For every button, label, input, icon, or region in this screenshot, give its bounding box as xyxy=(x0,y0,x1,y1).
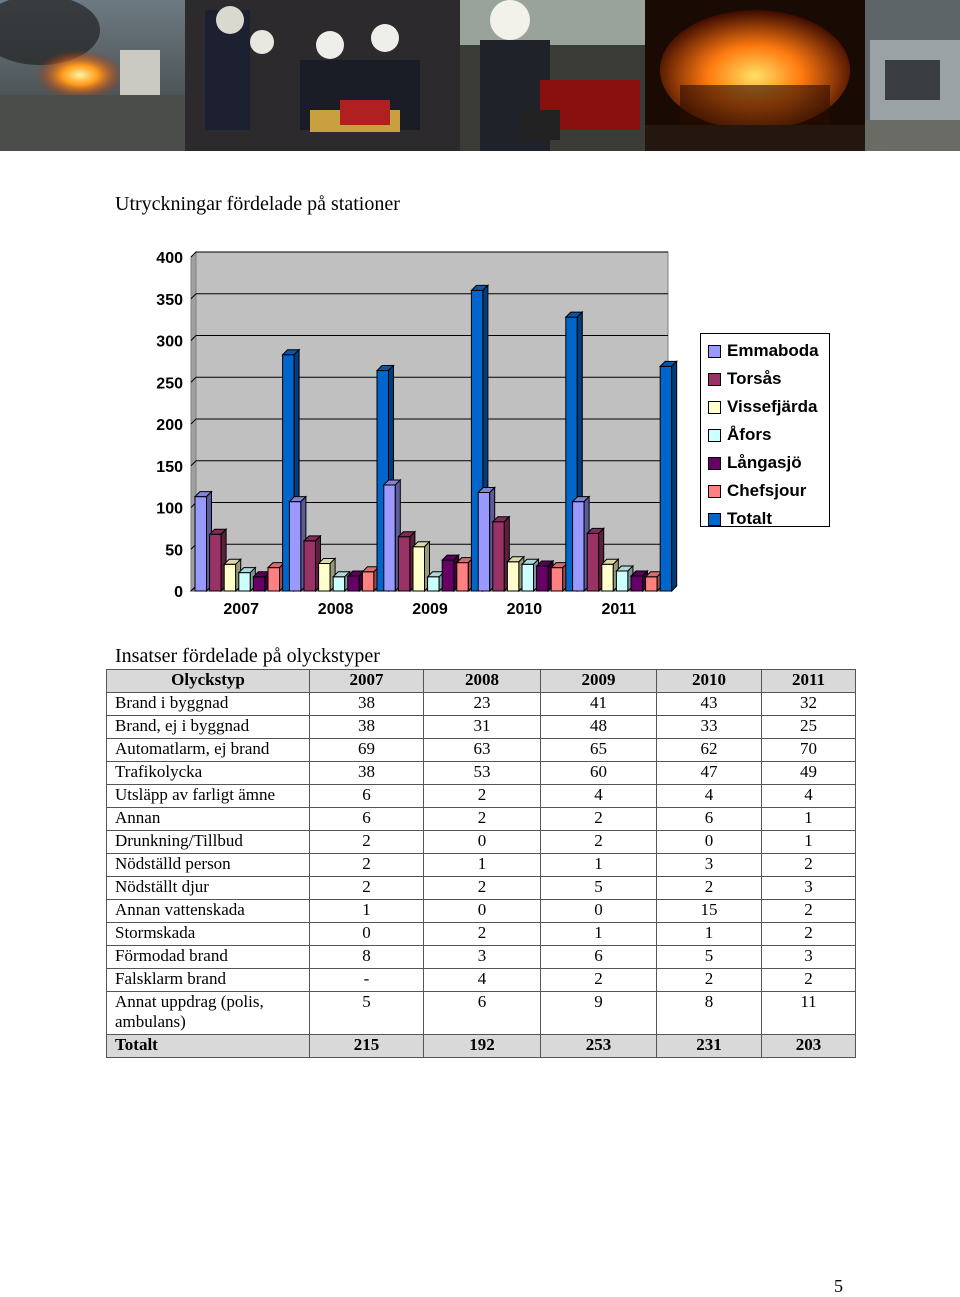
table-row xyxy=(107,808,856,831)
value-cell: 48 xyxy=(541,716,657,739)
value-cell: 63 xyxy=(424,739,541,762)
header-cell: Olyckstyp xyxy=(107,670,310,693)
legend-swatch xyxy=(708,401,721,414)
value-cell: 47 xyxy=(657,762,762,785)
value-cell: 1 xyxy=(657,923,762,946)
y-tick-label: 150 xyxy=(156,458,183,476)
value-cell: 3 xyxy=(424,946,541,969)
bar xyxy=(362,567,379,591)
row-label-cell: Förmodad brand xyxy=(107,946,310,969)
value-cell: 4 xyxy=(762,785,856,808)
value-cell: 6 xyxy=(541,946,657,969)
value-cell: 5 xyxy=(310,992,424,1035)
bar xyxy=(210,529,227,591)
bar xyxy=(348,571,365,591)
bar xyxy=(660,361,677,591)
legend-item xyxy=(701,421,829,449)
value-cell: 2 xyxy=(424,785,541,808)
y-tick-label: 50 xyxy=(165,542,183,560)
bar xyxy=(522,559,539,591)
value-cell: 38 xyxy=(310,716,424,739)
legend-label: Chefsjour xyxy=(727,481,807,500)
value-cell: 69 xyxy=(310,739,424,762)
value-cell: 2 xyxy=(424,877,541,900)
incident-type-table xyxy=(106,669,856,1058)
table-row xyxy=(107,992,856,1035)
bar xyxy=(289,497,306,591)
value-cell: 2 xyxy=(762,969,856,992)
row-label-cell: Annan xyxy=(107,808,310,831)
x-tick-label: 2008 xyxy=(317,601,354,618)
value-cell: 9 xyxy=(541,992,657,1035)
legend-item xyxy=(701,477,829,505)
value-cell: 32 xyxy=(762,693,856,716)
row-label-cell: Nödställd person xyxy=(107,854,310,877)
x-tick-label: 2009 xyxy=(412,601,448,618)
legend-label: Åfors xyxy=(727,425,772,444)
legend-item xyxy=(701,365,829,393)
value-cell: 253 xyxy=(541,1035,657,1058)
legend-swatch xyxy=(708,457,721,470)
bar xyxy=(442,555,459,591)
bar xyxy=(551,563,568,591)
table-row xyxy=(107,762,856,785)
value-cell: 2 xyxy=(762,923,856,946)
value-cell: 38 xyxy=(310,762,424,785)
value-cell: 0 xyxy=(657,831,762,854)
value-cell: 15 xyxy=(657,900,762,923)
bar xyxy=(537,561,554,591)
value-cell: 1 xyxy=(762,808,856,831)
row-label-cell: Stormskada xyxy=(107,923,310,946)
legend-label: Totalt xyxy=(727,509,773,528)
y-tick-label: 200 xyxy=(156,417,183,434)
header-cell: 2007 xyxy=(310,670,424,693)
y-tick-label: 100 xyxy=(156,500,183,518)
value-cell: 1 xyxy=(541,854,657,877)
value-cell: 2 xyxy=(541,831,657,854)
table-row xyxy=(107,739,856,762)
value-cell: 3 xyxy=(762,946,856,969)
value-cell: 2 xyxy=(541,808,657,831)
value-cell: 2 xyxy=(310,854,424,877)
value-cell: 4 xyxy=(541,785,657,808)
value-cell: 2 xyxy=(424,808,541,831)
header-cell: 2011 xyxy=(762,670,856,693)
row-label-cell: Utsläpp av farligt ämne xyxy=(107,785,310,808)
value-cell: 1 xyxy=(424,854,541,877)
table-total-row xyxy=(107,1035,856,1058)
bar xyxy=(253,572,270,591)
value-cell: 2 xyxy=(657,877,762,900)
value-cell: 43 xyxy=(657,693,762,716)
value-cell: 33 xyxy=(657,716,762,739)
table-row xyxy=(107,877,856,900)
value-cell: 5 xyxy=(541,877,657,900)
table-row xyxy=(107,785,856,808)
row-label-cell: Brand i byggnad xyxy=(107,693,310,716)
row-label-cell: Annan vattenskada xyxy=(107,900,310,923)
bar xyxy=(616,566,633,591)
table-row xyxy=(107,946,856,969)
legend-item xyxy=(701,337,829,365)
bar xyxy=(333,572,350,591)
bar xyxy=(224,559,241,591)
value-cell: 192 xyxy=(424,1035,541,1058)
chart-legend xyxy=(700,333,830,527)
value-cell: 8 xyxy=(657,992,762,1035)
value-cell: 49 xyxy=(762,762,856,785)
bar xyxy=(646,572,663,591)
value-cell: - xyxy=(310,969,424,992)
bar xyxy=(631,571,648,591)
y-tick-label: 0 xyxy=(174,584,183,601)
value-cell: 6 xyxy=(657,808,762,831)
value-cell: 0 xyxy=(541,900,657,923)
table-row xyxy=(107,716,856,739)
bar xyxy=(428,572,445,591)
value-cell: 2 xyxy=(310,877,424,900)
bar xyxy=(457,558,474,591)
bar xyxy=(195,492,212,591)
bar xyxy=(268,563,285,591)
value-cell: 65 xyxy=(541,739,657,762)
row-label-cell: Trafikolycka xyxy=(107,762,310,785)
value-cell: 62 xyxy=(657,739,762,762)
value-cell: 53 xyxy=(424,762,541,785)
value-cell: 6 xyxy=(310,785,424,808)
value-cell: 2 xyxy=(424,923,541,946)
legend-swatch xyxy=(708,513,721,526)
value-cell: 3 xyxy=(762,877,856,900)
bar xyxy=(413,542,430,591)
value-cell: 1 xyxy=(762,831,856,854)
value-cell: 2 xyxy=(541,969,657,992)
value-cell: 70 xyxy=(762,739,856,762)
legend-swatch xyxy=(708,429,721,442)
value-cell: 38 xyxy=(310,693,424,716)
value-cell: 6 xyxy=(424,992,541,1035)
value-cell: 203 xyxy=(762,1035,856,1058)
header-cell: 2008 xyxy=(424,670,541,693)
row-label-cell: Annat uppdrag (polis, ambulans) xyxy=(107,992,310,1035)
value-cell: 2 xyxy=(762,900,856,923)
row-label-cell: Totalt xyxy=(107,1035,310,1058)
value-cell: 0 xyxy=(310,923,424,946)
value-cell: 6 xyxy=(310,808,424,831)
legend-label: Torsås xyxy=(727,369,782,388)
value-cell: 2 xyxy=(310,831,424,854)
legend-item xyxy=(701,449,829,477)
row-label-cell: Automatlarm, ej brand xyxy=(107,739,310,762)
row-label-cell: Falsklarm brand xyxy=(107,969,310,992)
legend-swatch xyxy=(708,345,721,358)
bar xyxy=(602,559,619,591)
value-cell: 4 xyxy=(657,785,762,808)
bar xyxy=(478,487,495,591)
bar xyxy=(573,497,590,591)
x-tick-label: 2007 xyxy=(223,601,259,618)
bar xyxy=(384,480,401,591)
legend-label: Emmaboda xyxy=(727,341,819,360)
legend-label: Långasjö xyxy=(727,453,802,472)
value-cell: 5 xyxy=(657,946,762,969)
value-cell: 215 xyxy=(310,1035,424,1058)
bar xyxy=(507,557,524,591)
row-label-cell: Drunkning/Tillbud xyxy=(107,831,310,854)
table-row xyxy=(107,693,856,716)
bar xyxy=(239,568,256,591)
legend-swatch xyxy=(708,485,721,498)
legend-label: Vissefjärda xyxy=(727,397,818,416)
value-cell: 3 xyxy=(657,854,762,877)
legend-swatch xyxy=(708,373,721,386)
header-photo-banner xyxy=(0,0,960,151)
table-row xyxy=(107,923,856,946)
bar xyxy=(398,532,415,591)
value-cell: 0 xyxy=(424,900,541,923)
table-header-row xyxy=(107,670,856,693)
table-row xyxy=(107,969,856,992)
value-cell: 2 xyxy=(762,854,856,877)
bar xyxy=(319,558,336,591)
chart-title: Utryckningar fördelade på stationer xyxy=(115,193,400,215)
y-tick-label: 250 xyxy=(156,375,183,393)
header-cell: 2009 xyxy=(541,670,657,693)
value-cell: 25 xyxy=(762,716,856,739)
value-cell: 231 xyxy=(657,1035,762,1058)
x-tick-label: 2011 xyxy=(601,601,637,618)
legend-item xyxy=(701,505,829,533)
y-tick-label: 300 xyxy=(156,333,183,351)
bar xyxy=(587,528,604,591)
value-cell: 4 xyxy=(424,969,541,992)
header-cell: 2010 xyxy=(657,670,762,693)
table-row xyxy=(107,831,856,854)
page-number: 5 xyxy=(834,1276,843,1296)
value-cell: 31 xyxy=(424,716,541,739)
x-tick-label: 2010 xyxy=(506,601,543,618)
value-cell: 8 xyxy=(310,946,424,969)
table-row xyxy=(107,854,856,877)
row-label-cell: Nödställt djur xyxy=(107,877,310,900)
table-caption: Insatser fördelade på olyckstyper xyxy=(115,645,380,667)
value-cell: 60 xyxy=(541,762,657,785)
legend-item xyxy=(701,393,829,421)
value-cell: 1 xyxy=(541,923,657,946)
table-row xyxy=(107,900,856,923)
y-tick-label: 350 xyxy=(156,291,183,309)
value-cell: 41 xyxy=(541,693,657,716)
value-cell: 0 xyxy=(424,831,541,854)
value-cell: 23 xyxy=(424,693,541,716)
bar xyxy=(493,517,510,591)
y-tick-label: 400 xyxy=(156,250,183,267)
row-label-cell: Brand, ej i byggnad xyxy=(107,716,310,739)
value-cell: 11 xyxy=(762,992,856,1035)
value-cell: 2 xyxy=(657,969,762,992)
value-cell: 1 xyxy=(310,900,424,923)
